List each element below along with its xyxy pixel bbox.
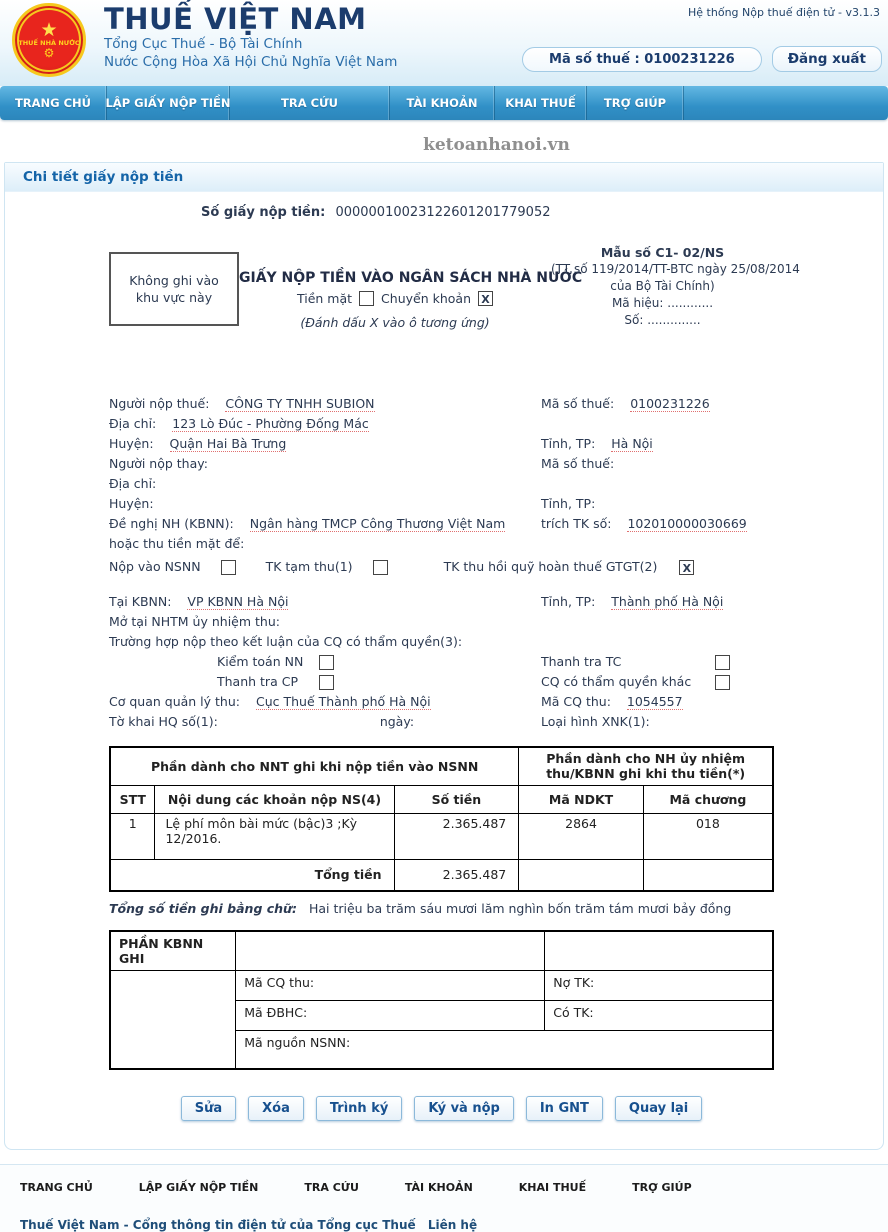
mark-note: (Đánh dấu X vào ô tương ứng) — [300, 315, 490, 330]
nguoi-nop-thue-value: CÔNG TY TNHH SUBION — [225, 396, 375, 411]
footer-item-lap-giay-nop-tien[interactable]: LẬP GIẤY NỘP TIỀN — [138, 1180, 259, 1194]
ma-cq-label: Mã CQ thu: — [541, 694, 611, 709]
field-ma-so-thue — [541, 394, 774, 414]
field-mo-tai-nhtm — [109, 612, 541, 632]
footer — [0, 1164, 888, 1232]
table-row — [110, 813, 773, 859]
kbnn-table — [109, 930, 774, 1070]
row-noi-dung: Lệ phí môn bài mức (bậc)3 ;Kỳ 12/2016. — [155, 813, 394, 859]
footer-item-khai-thue[interactable]: KHAI THUẾ — [518, 1180, 587, 1194]
group-header-nnt: Phần dành cho NNT ghi khi nộp tiền vào NSNN — [110, 747, 519, 785]
gear-icon: ⚙ — [43, 45, 55, 60]
field-to-khai — [109, 712, 541, 732]
field-trich-tk — [541, 514, 774, 534]
transfer-label: Chuyển khoản — [381, 291, 471, 306]
nav-item-tra-cuu[interactable]: TRA CỨU — [230, 86, 390, 120]
field-truong-hop — [109, 632, 541, 652]
delete-button[interactable]: Xóa — [248, 1096, 304, 1121]
total-value: 2.365.487 — [394, 859, 519, 891]
dia-chi-label: Địa chỉ: — [109, 416, 157, 431]
no-write-box — [109, 252, 239, 326]
col-header-stt: STT — [110, 785, 155, 813]
tax-department-logo — [12, 3, 86, 77]
footer-item-trang-chu[interactable]: TRANG CHỦ — [20, 1180, 93, 1194]
payment-form — [109, 244, 800, 1121]
nav-item-tro-giup[interactable]: TRỢ GIÚP — [587, 86, 684, 120]
ma-hieu-line — [551, 295, 774, 312]
main-nav — [0, 86, 888, 120]
content-panel — [4, 162, 884, 1150]
spacer — [541, 612, 774, 632]
amount-words-label: Tổng số tiền ghi bằng chữ: — [109, 901, 297, 916]
ma-so-thue-label: Mã số thuế: — [541, 396, 615, 411]
kbnn-empty-1 — [236, 931, 545, 971]
field-nguoi-nop-thue — [109, 394, 541, 414]
total-row — [110, 859, 773, 891]
cq-khac-label: CQ có thẩm quyền khác — [541, 674, 692, 689]
dia-chi-value: 123 Lò Đúc - Phường Đống Mác — [172, 416, 369, 431]
tax-code-pill — [522, 47, 762, 72]
spacer — [541, 474, 774, 494]
field-huyen-2 — [109, 494, 541, 514]
huyen-label: Huyện: — [109, 436, 154, 451]
field-tai-kbnn — [109, 592, 541, 612]
footer-bottom-line — [20, 1218, 888, 1232]
form-title-block — [239, 244, 583, 330]
spacer — [541, 414, 774, 434]
tinh-tp-2-label: Tỉnh, TP: — [541, 496, 596, 511]
field-dia-chi-2 — [109, 474, 541, 494]
field-co-quan — [109, 692, 541, 712]
form-title: GIẤY NỘP TIỀN VÀO NGÂN SÁCH NHÀ NƯỚC — [239, 270, 583, 286]
no-write-line2: khu vực này — [135, 290, 213, 305]
account-type-row — [109, 557, 774, 577]
co-quan-label: Cơ quan quản lý thu: — [109, 694, 240, 709]
star-icon: ★ — [40, 18, 58, 41]
ma-so-thue-2-label: Mã số thuế: — [541, 456, 615, 471]
nop-vao-nsnn-checkbox[interactable] — [221, 560, 236, 575]
tk-thu-hoi-checkbox-mark: X — [682, 561, 692, 575]
tinh-tp-value: Hà Nội — [611, 436, 653, 451]
app-title: THUẾ VIỆT NAM — [104, 2, 367, 36]
row-ma-chuong: 018 — [643, 813, 773, 859]
amount-words-value: Hai triệu ba trăm sáu mươi lăm nghìn bốn trăm tám mươi bảy đồng — [308, 901, 732, 916]
kiem-toan-nn-checkbox[interactable] — [319, 655, 334, 670]
brand-block — [104, 3, 397, 71]
footer-copyright: Thuế Việt Nam - Cổng thông tin điện tử của Tổng cục Thuế — [20, 1217, 416, 1232]
submit-for-signing-button[interactable]: Trình ký — [316, 1096, 402, 1121]
kbnn-ma-dbhc-label: Mã ĐBHC: — [236, 1001, 545, 1031]
hoac-thu-label: hoặc thu tiền mặt để: — [109, 536, 245, 551]
thanh-tra-tc-checkbox[interactable] — [715, 655, 730, 670]
session-block — [522, 46, 882, 72]
page-title: Chi tiết giấy nộp tiền — [5, 163, 883, 192]
huyen-2-label: Huyện: — [109, 496, 154, 511]
back-button[interactable]: Quay lại — [615, 1096, 702, 1121]
row-ma-ndkt: 2864 — [519, 813, 644, 859]
footer-item-tro-giup[interactable]: TRỢ GIÚP — [632, 1180, 692, 1194]
loai-hinh-label: Loại hình XNK(1): — [541, 714, 650, 729]
no-write-line1: Không ghi vào — [129, 273, 219, 288]
nav-filler — [684, 86, 888, 120]
trich-tk-value: 102010000030669 — [627, 516, 747, 531]
trich-tk-label: trích TK số: — [541, 516, 612, 531]
transfer-checkbox-mark: X — [481, 293, 490, 306]
contact-link[interactable]: Liên hệ — [427, 1217, 478, 1232]
huyen-value: Quận Hai Bà Trưng — [169, 436, 287, 451]
tinh-tp-label: Tỉnh, TP: — [541, 436, 596, 451]
field-cq-khac — [541, 672, 774, 692]
col-header-ma-ndkt: Mã NDKT — [519, 785, 644, 813]
kbnn-no-tk-label: Nợ TK: — [545, 971, 773, 1001]
nav-item-tai-khoan[interactable]: TÀI KHOẢN — [390, 86, 495, 120]
doc-number-label: Số giấy nộp tiền: — [201, 205, 326, 220]
sign-and-submit-button[interactable]: Ký và nộp — [414, 1096, 514, 1121]
doc-number-value: 00000010023122601201779052 — [335, 205, 551, 220]
de-nghi-nh-label: Đề nghị NH (KBNN): — [109, 516, 234, 531]
tk-thu-hoi-checkbox[interactable] — [679, 560, 694, 575]
so-dots: .............. — [647, 313, 701, 327]
total-empty-ndkt — [519, 859, 644, 891]
kbnn-title: PHẦN KBNN GHI — [110, 931, 236, 971]
form-no-title: Mẫu số C1- 02/NS — [600, 245, 725, 260]
form-number-block — [551, 244, 800, 330]
col-header-ma-chuong: Mã chương — [643, 785, 773, 813]
tinh-tp-3-value: Thành phố Hà Nội — [611, 594, 724, 609]
mo-tai-nhtm-label: Mở tại NHTM ủy nhiệm thu: — [109, 614, 280, 629]
action-buttons — [109, 1096, 774, 1121]
cash-checkbox[interactable] — [359, 291, 374, 306]
edit-button[interactable]: Sửa — [181, 1096, 236, 1121]
tk-tam-thu-label: TK tạm thu(1) — [265, 559, 353, 574]
thanh-tra-tc-label: Thanh tra TC — [541, 654, 622, 669]
logo-text: THUẾ NHÀ NƯỚC — [18, 38, 80, 47]
field-tinh-tp-2 — [541, 494, 774, 514]
spacer — [541, 632, 774, 652]
transfer-checkbox[interactable] — [478, 291, 493, 306]
col-header-so-tien: Số tiền — [394, 785, 519, 813]
field-loai-hinh — [541, 712, 774, 732]
print-gnt-button[interactable]: In GNT — [526, 1096, 603, 1121]
total-empty-chuong — [643, 859, 773, 891]
de-nghi-nh-value: Ngân hàng TMCP Công Thương Việt Nam — [249, 516, 506, 531]
tax-code-value: 0100231226 — [644, 51, 735, 67]
group-header-nh: Phần dành cho NH ủy nhiệm thu/KBNN ghi khi thu tiền(*) — [519, 747, 773, 785]
ma-hieu-dots: ............ — [667, 296, 714, 310]
dia-chi-2-label: Địa chỉ: — [109, 476, 157, 491]
nguoi-nop-thue-label: Người nộp thuế: — [109, 396, 210, 411]
kbnn-left-empty — [110, 971, 236, 1069]
form-no-line2: (TT số 119/2014/TT-BTC ngày 25/08/2014 — [551, 262, 800, 276]
thanh-tra-cp-checkbox[interactable] — [319, 675, 334, 690]
thanh-tra-cp-label: Thanh tra CP — [217, 674, 298, 689]
tai-kbnn-label: Tại KBNN: — [109, 594, 172, 609]
footer-item-tra-cuu[interactable]: TRA CỨU — [304, 1180, 359, 1194]
tai-kbnn-value: VP KBNN Hà Nội — [187, 594, 289, 609]
app-subtitle-2: Nước Cộng Hòa Xã Hội Chủ Nghĩa Việt Nam — [104, 54, 398, 70]
footer-nav — [20, 1181, 888, 1194]
form-no-line3: của Bộ Tài Chính) — [610, 279, 715, 293]
nav-item-lap-giay-nop-tien[interactable]: LẬP GIẤY NỘP TIỀN — [107, 86, 230, 120]
ma-cq-value: 1054557 — [626, 694, 683, 709]
ma-so-thue-value: 0100231226 — [630, 396, 710, 411]
kbnn-co-tk-label: Có TK: — [545, 1001, 773, 1031]
ma-hieu-label: Mã hiệu: — [611, 296, 664, 310]
field-thanh-tra-cp — [109, 672, 541, 692]
row-so-tien: 2.365.487 — [394, 813, 519, 859]
nav-item-trang-chu[interactable]: TRANG CHỦ — [0, 86, 107, 120]
logout-button[interactable]: Đăng xuất — [772, 46, 882, 72]
spacer — [541, 534, 774, 554]
amount-in-words — [109, 901, 774, 916]
field-nguoi-nop-thay — [109, 454, 541, 474]
kbnn-empty-2 — [545, 931, 773, 971]
kbnn-ma-cq-thu-label: Mã CQ thu: — [236, 971, 545, 1001]
nguoi-nop-thay-label: Người nộp thay: — [109, 456, 208, 471]
total-label: Tổng tiền — [110, 859, 394, 891]
field-tinh-tp-3 — [541, 592, 774, 612]
app-subtitle-1: Tổng Cục Thuế - Bộ Tài Chính — [104, 36, 303, 52]
system-version: Hệ thống Nộp thuế điện tử - v3.1.3 — [688, 6, 880, 19]
field-tinh-tp — [541, 434, 774, 454]
form-fields — [109, 394, 774, 732]
tax-code-label: Mã số thuế : — [549, 51, 640, 67]
field-ma-cq — [541, 692, 774, 712]
field-huyen — [109, 434, 541, 454]
nop-vao-nsnn-label: Nộp vào NSNN — [109, 559, 201, 574]
field-dia-chi — [109, 414, 541, 434]
doc-number-line — [201, 205, 883, 220]
payment-items-table — [109, 746, 774, 892]
kbnn-ma-nguon-label: Mã nguồn NSNN: — [236, 1031, 773, 1069]
field-thanh-tra-tc — [541, 652, 774, 672]
truong-hop-label: Trường hợp nộp theo kết luận của CQ có thẩm quyền(3): — [109, 634, 463, 649]
tinh-tp-3-label: Tỉnh, TP: — [541, 594, 596, 609]
ngay-label: ngày: — [379, 714, 415, 729]
payment-method-line — [239, 291, 551, 306]
tk-tam-thu-checkbox[interactable] — [373, 560, 388, 575]
so-line — [551, 312, 774, 329]
co-quan-value: Cục Thuế Thành phố Hà Nội — [255, 694, 431, 709]
so-label: Số: — [624, 313, 644, 327]
kiem-toan-nn-label: Kiểm toán NN — [217, 654, 304, 669]
to-khai-label: Tờ khai HQ số(1): — [109, 714, 218, 729]
tk-thu-hoi-label: TK thu hồi quỹ hoàn thuế GTGT(2) — [443, 559, 658, 574]
cq-khac-checkbox[interactable] — [715, 675, 730, 690]
field-de-nghi-nh — [109, 514, 541, 534]
row-stt: 1 — [110, 813, 155, 859]
field-kiem-toan-nn — [109, 652, 541, 672]
col-header-noi-dung: Nội dung các khoản nộp NS(4) — [155, 785, 394, 813]
footer-item-tai-khoan[interactable]: TÀI KHOẢN — [404, 1180, 473, 1194]
cash-label: Tiền mặt — [296, 291, 353, 306]
form-header — [109, 244, 800, 330]
nav-item-khai-thue[interactable]: KHAI THUẾ — [495, 86, 587, 120]
app-header — [0, 0, 888, 86]
field-hoac-thu — [109, 534, 541, 554]
watermark-text: ketoanhanoi.vn — [423, 135, 570, 155]
field-ma-so-thue-2 — [541, 454, 774, 474]
